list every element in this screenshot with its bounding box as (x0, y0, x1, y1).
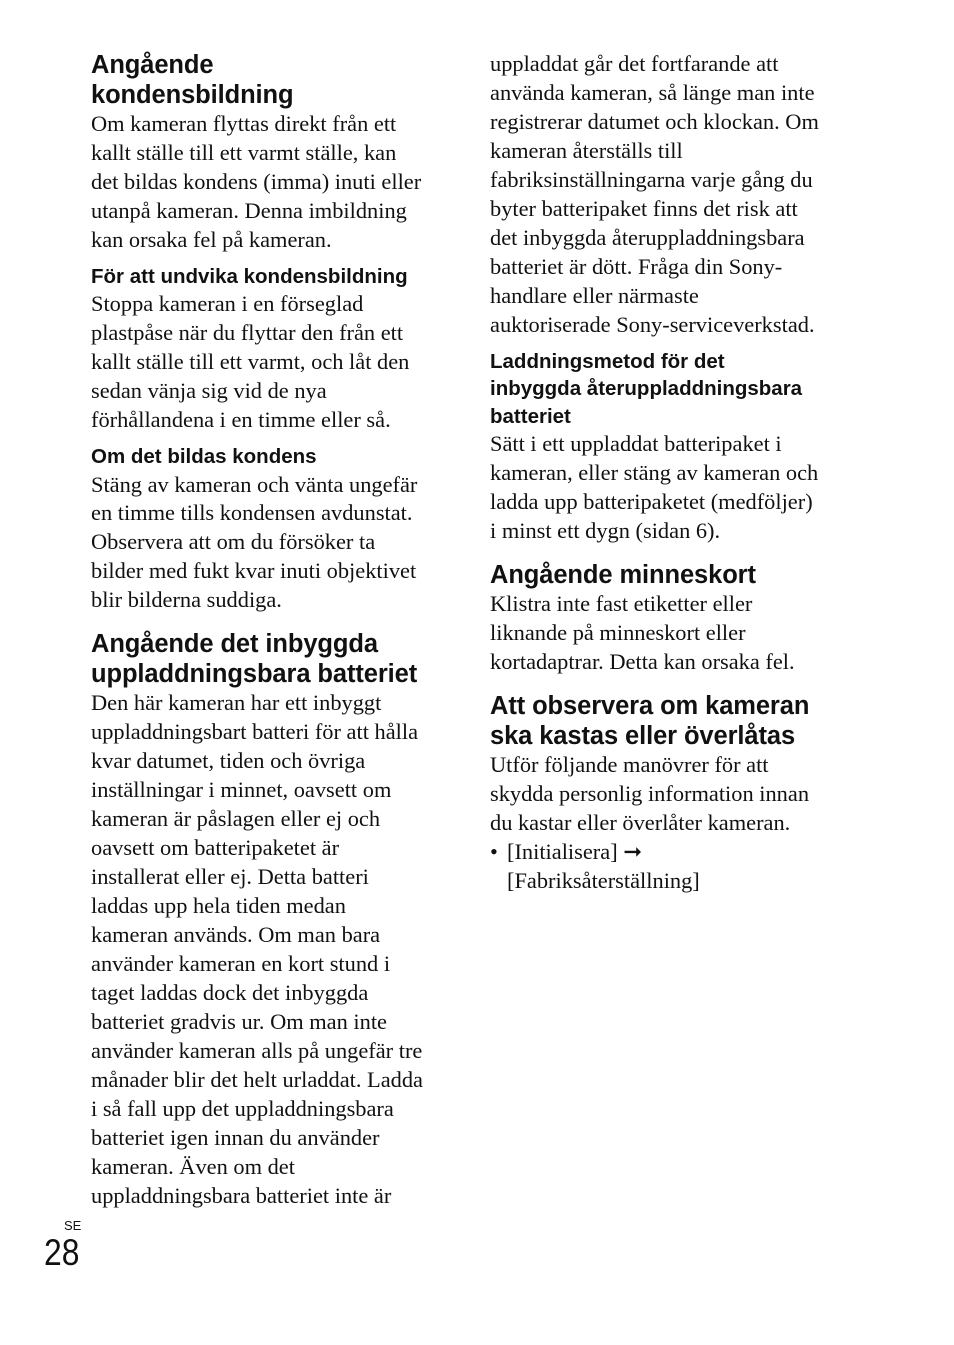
disposal-heading: Att observera om kameran ska kastas eller överlåtas (490, 691, 810, 750)
disposal-bullet-text: [Initialisera] ➞ [Fabriksåterställning] (507, 838, 700, 893)
page-number: 28 (44, 1232, 80, 1273)
left-column (91, 50, 443, 1210)
condensation-body: Om kameran flyttas direkt från ett kallt ställe till ett varmt ställe, kan det bildas kondens (imma) inuti eller utanpå kameran. Denna imbildning kan orsaka fel på kameran. (91, 111, 422, 252)
language-code: SE (64, 1218, 82, 1233)
prevent-condensation-body: Stoppa kameran i en förseglad plastpåse när du flyttar den från ett kallt ställe till ett varmt, och låt den sedan vänja sig vid de nya förhållandena i en timme eller så. (91, 291, 410, 433)
right-column (490, 50, 842, 895)
charging-method-heading: Laddningsmetod för det inbyggda återuppladdningsbara batteriet (490, 349, 803, 428)
battery-body: Den här kameran har ett inbyggt uppladdningsbart batteri för att hålla kvar datumet, tiden och övriga inställningar i minnet, oavsett om kameran är påslagen eller ej och oavsett om batteripaketet är installerat eller ej. Detta batteri laddas upp hela tiden medan kameran används. Om man bara använder kameran en kort stund i taget laddas dock det inbyggda batteriet gradvis ur. Om man inte använder kameran alls på ungefär tre månader blir det helt urladdat. Ladda i så fall upp det uppladdningsbara batteriet igen innan du använder kameran. Även om det uppladdningsbara batteriet inte är (91, 690, 423, 1208)
condensation-heading: Angående kondensbildning (91, 51, 294, 109)
battery-heading: Angående det inbyggda uppladdningsbara batteriet (91, 630, 418, 689)
if-condensation-body: Stäng av kameran och vänta ungefär en timme tills kondensen avdunstat. Observera att om du försöker ta bilder med fukt kvar inuti objektivet blir bilderna suddiga. (91, 471, 418, 613)
disposal-bullet-item (490, 838, 842, 896)
disposal-body: Utför följande manövrer för att skydda personlig information innan du kastar eller överlåter kameran. (490, 751, 810, 835)
prevent-condensation-heading: För att undvika kondensbildning (91, 264, 408, 288)
if-condensation-heading: Om det bildas kondens (91, 445, 317, 469)
battery-body-continued: uppladdat går det fortfarande att använda kameran, så länge man inte registrerar datumet och klockan. Om kameran återställs till fabriksinställningarna varje gång du byter batteripaket finns det risk att det inbyggda återuppladdningsbara batteriet är dött. Fråga din Sony- handlare eller närmaste auktoriserade Sony-serviceverkstad. (490, 51, 819, 337)
charging-method-body: Sätt i ett uppladdat batteripaket i kameran, eller stäng av kameran och ladda upp batteripaketet (medföljer) i minst ett dygn (sidan 6). (490, 431, 819, 543)
memory-card-body: Klistra inte fast etiketter eller liknande på minneskort eller kortadaptrar. Detta kan orsaka fel. (490, 590, 795, 674)
bullet-icon: • (490, 838, 498, 864)
memory-card-heading: Angående minneskort (490, 560, 756, 589)
